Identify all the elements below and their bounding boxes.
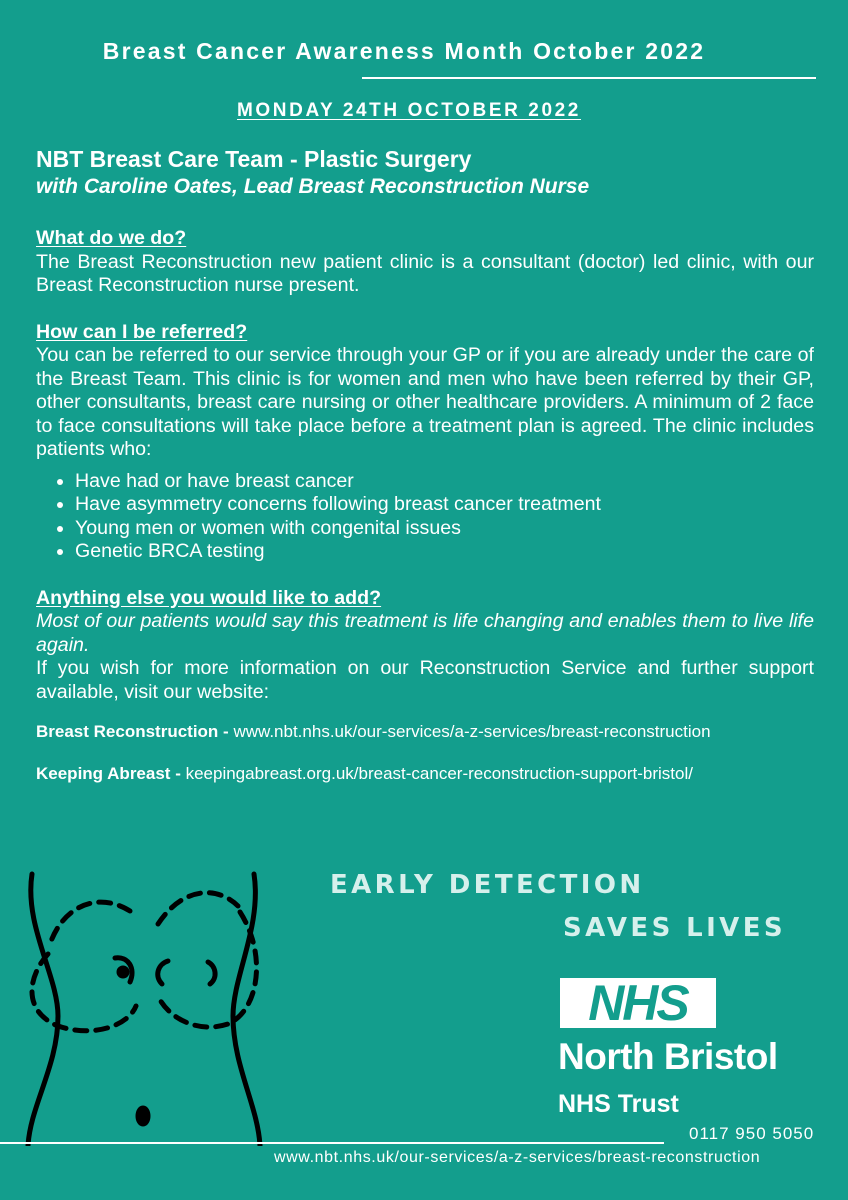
link-label: Breast Reconstruction [36,722,219,741]
link-url[interactable]: keepingabreast.org.uk/breast-cancer-reconstruction-support-bristol/ [185,764,693,783]
link-label: Keeping Abreast [36,764,171,783]
list-item: • Genetic BRCA testing [75,540,814,564]
section-heading-referral: How can I be referred? [36,320,248,343]
trust-sub: NHS Trust [558,1090,679,1118]
footer-divider [0,1142,664,1144]
section-text-referral: You can be referred to our service through your GP or if you are already under the care of the Breast Team. This clinic is for women and men who have been referred by their GP, other consultants, breast care nursing or other healthcare providers. A minimum of 2 face to face consultations will take place before a treatment plan is agreed. The clinic includes patients who: [36,344,814,460]
footer-url[interactable]: www.nbt.nhs.uk/our-services/a-z-services/breast-reconstruction [274,1149,761,1166]
article-body [36,227,814,784]
patient-criteria-list [36,470,814,564]
contact-phone: 0117 950 5050 [689,1124,815,1143]
slogan-line-2: SAVES LIVES [563,913,786,943]
torso-outline-icon [18,866,288,1146]
link-breast-reconstruction[interactable]: Breast Reconstruction - www.nbt.nhs.uk/our-services/a-z-services/breast-reconstruction [36,722,711,741]
list-item: • Young men or women with congenital issues [75,517,814,541]
team-subtitle: with Caroline Oates, Lead Breast Reconstruction Nurse [36,175,590,198]
list-item: • Have had or have breast cancer [75,470,814,494]
team-name: NBT Breast Care Team - Plastic Surgery [36,146,472,172]
slogan-line-1: EARLY DETECTION [330,870,645,900]
nhs-logo: NHS [560,978,716,1028]
trust-name: North Bristol [558,1036,778,1077]
event-date: MONDAY 24TH OCTOBER 2022 [237,100,581,121]
link-url[interactable]: www.nbt.nhs.uk/our-services/a-z-services/breast-reconstruction [233,722,711,741]
list-item: • Have asymmetry concerns following breast cancer treatment [75,493,814,517]
section-heading-extra: Anything else you would like to add? [36,586,382,609]
patient-quote: Most of our patients would say this treatment is life changing and enables them to live life again. [36,610,814,656]
page-title: Breast Cancer Awareness Month October 2022 [102,38,706,64]
link-keeping-abreast[interactable]: Keeping Abreast - keepingabreast.org.uk/breast-cancer-reconstruction-support-bristol/ [36,764,693,783]
section-heading-what: What do we do? [36,227,187,249]
header-divider [362,77,816,79]
section-text-what: The Breast Reconstruction new patient clinic is a consultant (doctor) led clinic, with our Breast Reconstruction nurse present. [36,250,814,296]
section-text-extra: If you wish for more information on our Reconstruction Service and further support available, visit our website: [36,657,814,703]
